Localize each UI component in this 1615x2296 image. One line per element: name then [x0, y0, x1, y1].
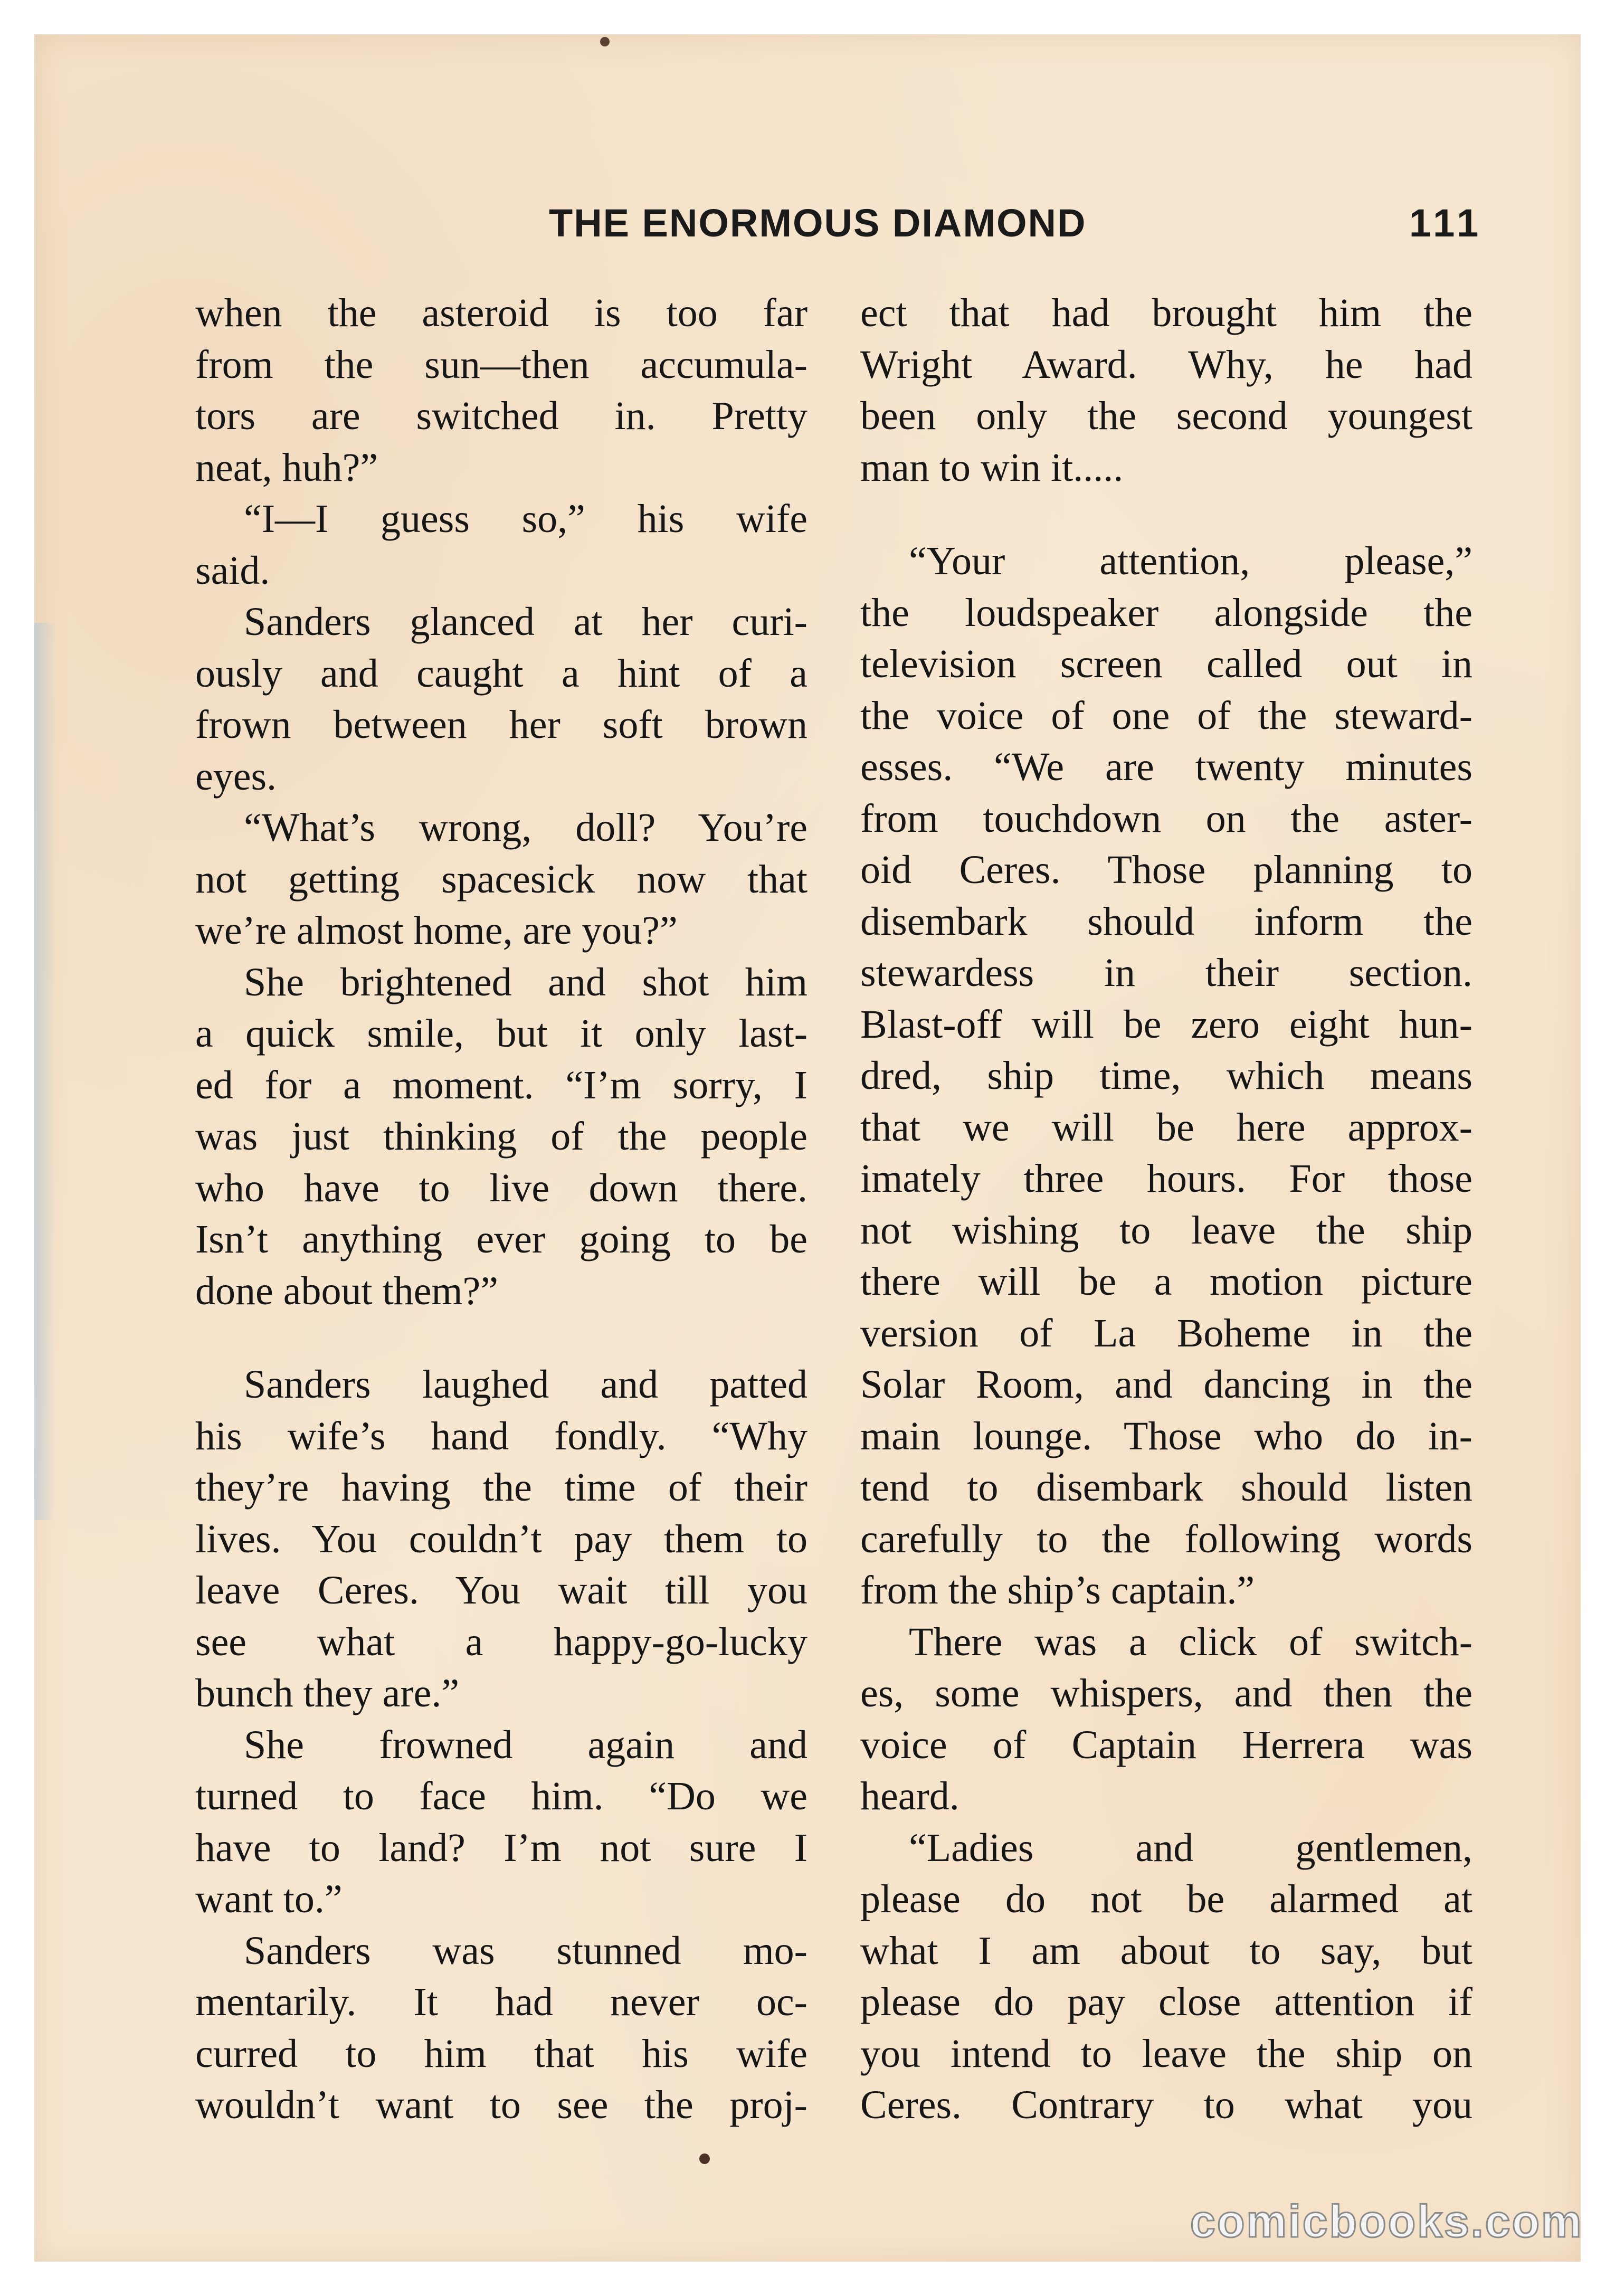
- text-line: leave Ceres. You wait till you: [195, 1568, 808, 1612]
- text-line: done about them?”: [195, 1268, 499, 1313]
- text-line: dred, ship time, which means: [860, 1054, 1472, 1098]
- paragraph-break: [195, 1317, 808, 1359]
- text-line: the loudspeaker alongside the: [860, 590, 1472, 635]
- text-line: stewardess in their section.: [860, 951, 1472, 995]
- text-line: ect that had brought him the: [860, 291, 1472, 335]
- text-line: please do not be alarmed at: [860, 1877, 1472, 1921]
- text-line: frown between her soft brown: [195, 703, 808, 747]
- ink-speck-top: [600, 37, 610, 46]
- text-line: what I am about to say, but: [860, 1928, 1472, 1973]
- text-line: Solar Room, and dancing in the: [860, 1362, 1472, 1407]
- page-number: 111: [1409, 201, 1483, 245]
- text-line: was just thinking of the people: [195, 1114, 808, 1159]
- text-line: ed for a moment. “I’m sorry, I: [195, 1062, 808, 1107]
- text-line: Wright Award. Why, he had: [860, 342, 1472, 387]
- text-line: disembark should inform the: [860, 899, 1472, 944]
- text-line: want to.”: [195, 1877, 343, 1921]
- text-line: wouldn’t want to see the proj-: [195, 2083, 808, 2127]
- text-line: Sanders glanced at her curi-: [244, 600, 808, 644]
- text-line: Sanders was stunned mo-: [244, 1928, 808, 1973]
- text-line: have to land? I’m not sure I: [195, 1825, 808, 1870]
- text-line: Blast-off will be zero eight hun-: [860, 1002, 1472, 1047]
- text-line: lives. You couldn’t pay them to: [195, 1516, 808, 1561]
- text-line: you intend to leave the ship on: [860, 2031, 1472, 2076]
- text-line: oid Ceres. Those planning to: [860, 848, 1472, 892]
- text-line: from the ship’s captain.”: [860, 1568, 1255, 1612]
- text-line: that we will be here approx-: [860, 1105, 1472, 1150]
- text-line: version of La Boheme in the: [860, 1311, 1472, 1355]
- text-column-left: [195, 288, 808, 2131]
- text-line: tors are switched in. Pretty: [195, 394, 808, 438]
- text-line: been only the second youngest: [860, 394, 1472, 438]
- text-line: bunch they are.”: [195, 1671, 460, 1715]
- text-line: “I—I guess so,” his wife: [244, 497, 808, 541]
- text-line: when the asteroid is too far: [195, 291, 808, 335]
- text-line: the voice of one of the steward-: [860, 693, 1472, 738]
- text-line: we’re almost home, are you?”: [195, 908, 678, 953]
- text-line: es, some whispers, and then the: [860, 1671, 1472, 1715]
- text-line: television screen called out in: [860, 642, 1472, 686]
- text-line: ously and caught a hint of a: [195, 651, 808, 696]
- text-line: turned to face him. “Do we: [195, 1774, 808, 1818]
- text-line: There was a click of switch-: [909, 1619, 1472, 1664]
- text-line: eyes.: [195, 754, 277, 799]
- ink-speck-bottom: [699, 2153, 710, 2164]
- text-line: neat, huh?”: [195, 445, 378, 490]
- text-line: from touchdown on the aster-: [860, 796, 1472, 841]
- text-line: curred to him that his wife: [195, 2031, 808, 2076]
- text-line: who have to live down there.: [195, 1165, 808, 1210]
- text-line: not getting spacesick now that: [195, 857, 808, 902]
- text-line: voice of Captain Herrera was: [860, 1722, 1472, 1767]
- text-line: there will be a motion picture: [860, 1259, 1472, 1304]
- text-line: heard.: [860, 1774, 960, 1818]
- text-line: Ceres. Contrary to what you: [860, 2083, 1472, 2127]
- text-line: tend to disembark should listen: [860, 1465, 1472, 1510]
- paragraph-break: [860, 494, 1472, 536]
- page-edge-stain: [34, 623, 55, 1520]
- text-column-right: [860, 288, 1472, 2131]
- text-line: mentarily. It had never oc-: [195, 1980, 808, 2024]
- text-line: not wishing to leave the ship: [860, 1208, 1472, 1253]
- text-line: his wife’s hand fondly. “Why: [195, 1413, 808, 1458]
- text-line: Isn’t anything ever going to be: [195, 1217, 808, 1261]
- text-line: please do pay close attention if: [860, 1980, 1472, 2024]
- text-line: man to win it.....: [860, 445, 1124, 490]
- text-line: main lounge. Those who do in-: [860, 1413, 1472, 1458]
- text-line: She brightened and shot him: [244, 960, 808, 1004]
- text-line: a quick smile, but it only last-: [195, 1011, 808, 1056]
- text-line: “What’s wrong, doll? You’re: [244, 805, 808, 850]
- text-line: “Your attention, please,”: [909, 539, 1472, 583]
- running-title: THE ENORMOUS DIAMOND: [549, 201, 1087, 245]
- text-line: they’re having the time of their: [195, 1465, 808, 1510]
- text-line: from the sun—then accumula-: [195, 342, 808, 387]
- text-line: Sanders laughed and patted: [244, 1362, 808, 1407]
- watermark-logo: comicbooks.com: [1190, 2196, 1583, 2247]
- text-line: carefully to the following words: [860, 1516, 1472, 1561]
- text-line: esses. “We are twenty minutes: [860, 745, 1472, 789]
- text-line: imately three hours. For those: [860, 1156, 1472, 1201]
- text-line: see what a happy-go-lucky: [195, 1619, 808, 1664]
- page-header: [0, 201, 1615, 259]
- text-line: “Ladies and gentlemen,: [909, 1825, 1472, 1870]
- text-line: She frowned again and: [244, 1722, 808, 1767]
- text-line: said.: [195, 548, 270, 593]
